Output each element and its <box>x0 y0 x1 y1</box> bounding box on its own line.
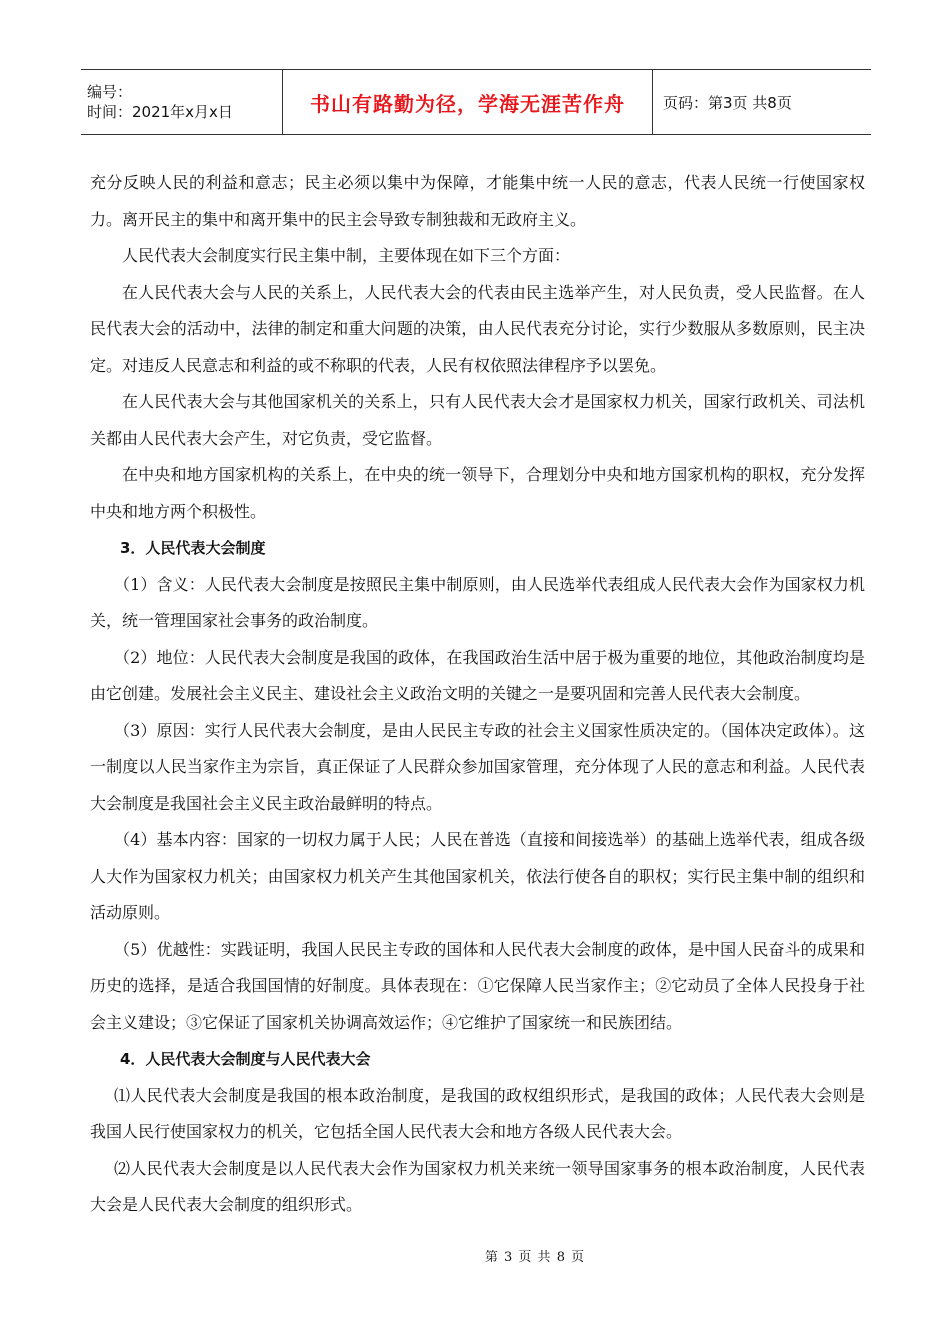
paragraph: 充分反映人民的利益和意志；民主必须以集中为保障，才能集中统一人民的意志，代表人民统一行使国家权力。离开民主的集中和离开集中的民主会导致专制独裁和无政府主义。 <box>90 173 865 229</box>
paragraph: （1）含义：人民代表大会制度是按照民主集中制原则，由人民选举代表组成人民代表大会作为国家权力机关，统一管理国家社会事务的政治制度。 <box>90 574 865 630</box>
header-page-info: 页码：第3页 共8页 <box>663 93 792 112</box>
paragraph: 在中央和地方国家机构的关系上，在中央的统一领导下，合理划分中央和地方国家机构的职权，充分发挥中央和地方两个积极性。 <box>90 465 865 521</box>
paragraph: （3）原因：实行人民代表大会制度，是由人民民主专政的社会主义国家性质决定的。（国体决定政体）。这一制度以人民当家作主为宗旨，真正保证了人民群众参加国家管理，充分体现了人民的意志和利益。人民代表大会制度是我国社会主义民主政治最鲜明的特点。 <box>90 720 865 813</box>
paragraph: ⑴人民代表大会制度是我国的根本政治制度，是我国的政权组织形式，是我国的政体；人民代表大会则是我国人民行使国家权力的机关，它包括全国人民代表大会和地方各级人民代表大会。 <box>90 1085 865 1141</box>
paragraph: （4）基本内容：国家的一切权力属于人民；人民在普选（直接和间接选举）的基础上选举代表，组成各级人大作为国家权力机关；由国家权力机关产生其他国家机关，依法行使各自的职权；实行民主集中制的组织和活动原则。 <box>90 830 865 922</box>
paragraph: （2）地位：人民代表大会制度是我国的政体，在我国政治生活中居于极为重要的地位，其他政治制度均是由它创建。发展社会主义民主、建设社会主义政治文明的关键之一是要巩固和完善人民代表大会制度。 <box>90 647 865 703</box>
date-label: 时间：2021年x月x日 <box>87 103 233 121</box>
number-label: 编号： <box>87 83 133 101</box>
paragraph: （5）优越性：实践证明，我国人民民主专政的国体和人民代表大会制度的政体，是中国人民奋斗的成果和历史的选择，是适合我国国情的好制度。具体表现在：①它保障人民当家作主；②它动员了全体人民投身于社会主义建设；③它保证了国家机关协调高效运作；④它维护了国家统一和民族团结。 <box>90 939 865 1032</box>
paragraph: 人民代表大会制度实行民主集中制，主要体现在如下三个方面： <box>122 246 571 265</box>
paragraph: 在人民代表大会与其他国家机关的关系上，只有人民代表大会才是国家权力机关，国家行政机关、司法机关都由人民代表大会产生，对它负责，受它监督。 <box>90 392 865 448</box>
header-meta <box>81 70 283 134</box>
page-footer: 第 3 页 共 8 页 <box>484 1250 586 1265</box>
section-heading: 3．人民代表大会制度 <box>120 539 266 557</box>
paragraph: ⑵人民代表大会制度是以人民代表大会作为国家权力机关来统一领导国家事务的根本政治制度，人民代表大会是人民代表大会制度的组织形式。 <box>90 1158 865 1214</box>
page-header <box>81 69 871 135</box>
header-motto: 书山有路勤为径，学海无涯苦作舟 <box>283 70 653 134</box>
section-heading: 4．人民代表大会制度与人民代表大会 <box>120 1050 371 1068</box>
paragraph: 在人民代表大会与人民的关系上，人民代表大会的代表由民主选举产生，对人民负责，受人民监督。在人民代表大会的活动中，法律的制定和重大问题的决策，由人民代表充分讨论，实行少数服从多数原则，民主决定。对违反人民意志和利益的或不称职的代表，人民有权依照法律程序予以罢免。 <box>90 282 865 375</box>
document-body <box>90 165 865 1224</box>
